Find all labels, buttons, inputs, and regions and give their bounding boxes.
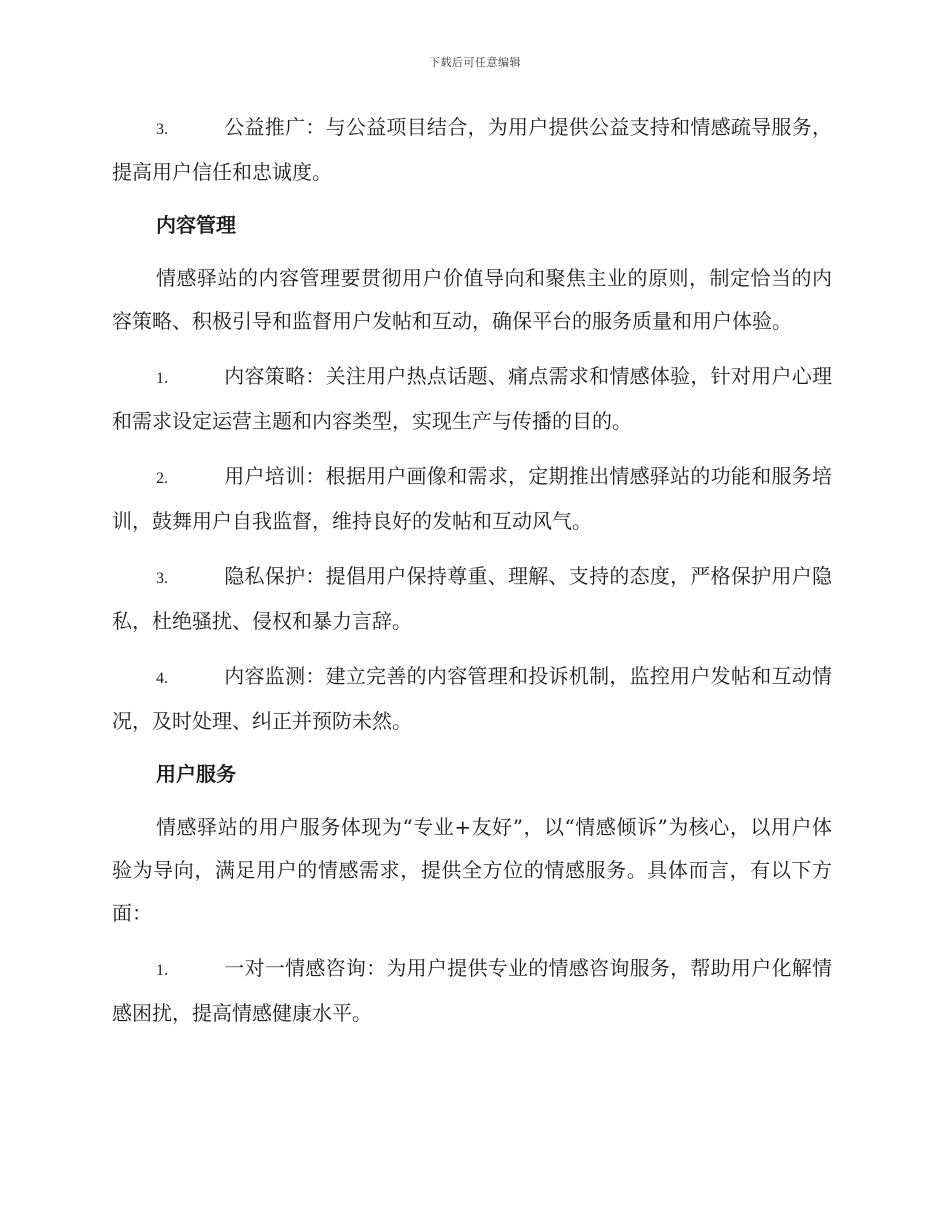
- section-heading-user-service: 用户服务: [156, 762, 236, 786]
- list-text: 内容策略：关注用户热点话题、痛点需求和情感体验，针对用户心理和需求设定运营主题和内容类型，实现生产与传播的目的。: [112, 364, 832, 433]
- list-number: 2.: [156, 470, 168, 487]
- list-text: 用户培训：根据用户画像和需求，定期推出情感驿站的功能和服务培训，鼓舞用户自我监督，维持良好的发帖和互动风气。: [112, 464, 832, 533]
- list-number: 1.: [156, 962, 168, 979]
- list-number: 4.: [156, 670, 168, 687]
- list-number: 3.: [156, 121, 168, 138]
- paragraph: 情感驿站的内容管理要贯彻用户价值导向和聚焦主业的原则，制定恰当的内容策略、积极引导和监督用户发帖和互动，确保平台的服务质量和用户体验。: [112, 266, 832, 333]
- list-item: [112, 355, 832, 443]
- list-item: [112, 947, 832, 1035]
- list-text: 一对一情感咨询：为用户提供专业的情感咨询服务，帮助用户化解情感困扰，提高情感健康水平。: [112, 956, 832, 1025]
- list-item: [112, 655, 832, 743]
- list-text: 隐私保护：提倡用户保持尊重、理解、支持的态度，严格保护用户隐私，杜绝骚扰、侵权和暴力言辞。: [112, 564, 832, 633]
- paragraph: 情感驿站的用户服务体现为“专业+友好”，以“情感倾诉”为核心，以用户体验为导向，满足用户的情感需求，提供全方位的情感服务。具体而言，有以下方面：: [112, 815, 832, 925]
- list-text: 公益推广：与公益项目结合，为用户提供公益支持和情感疏导服务，提高用户信任和忠诚度。: [112, 115, 832, 184]
- list-item: [112, 106, 832, 194]
- list-number: 1.: [156, 370, 168, 387]
- header-note: 下载后可任意编辑: [429, 56, 521, 69]
- section-heading-content-management: 内容管理: [156, 213, 236, 237]
- list-item: [112, 455, 832, 543]
- document-body: [112, 106, 832, 1035]
- list-text: 内容监测：建立完善的内容管理和投诉机制，监控用户发帖和互动情况，及时处理、纠正并预防未然。: [112, 664, 832, 733]
- list-item: [112, 555, 832, 643]
- list-number: 3.: [156, 570, 168, 587]
